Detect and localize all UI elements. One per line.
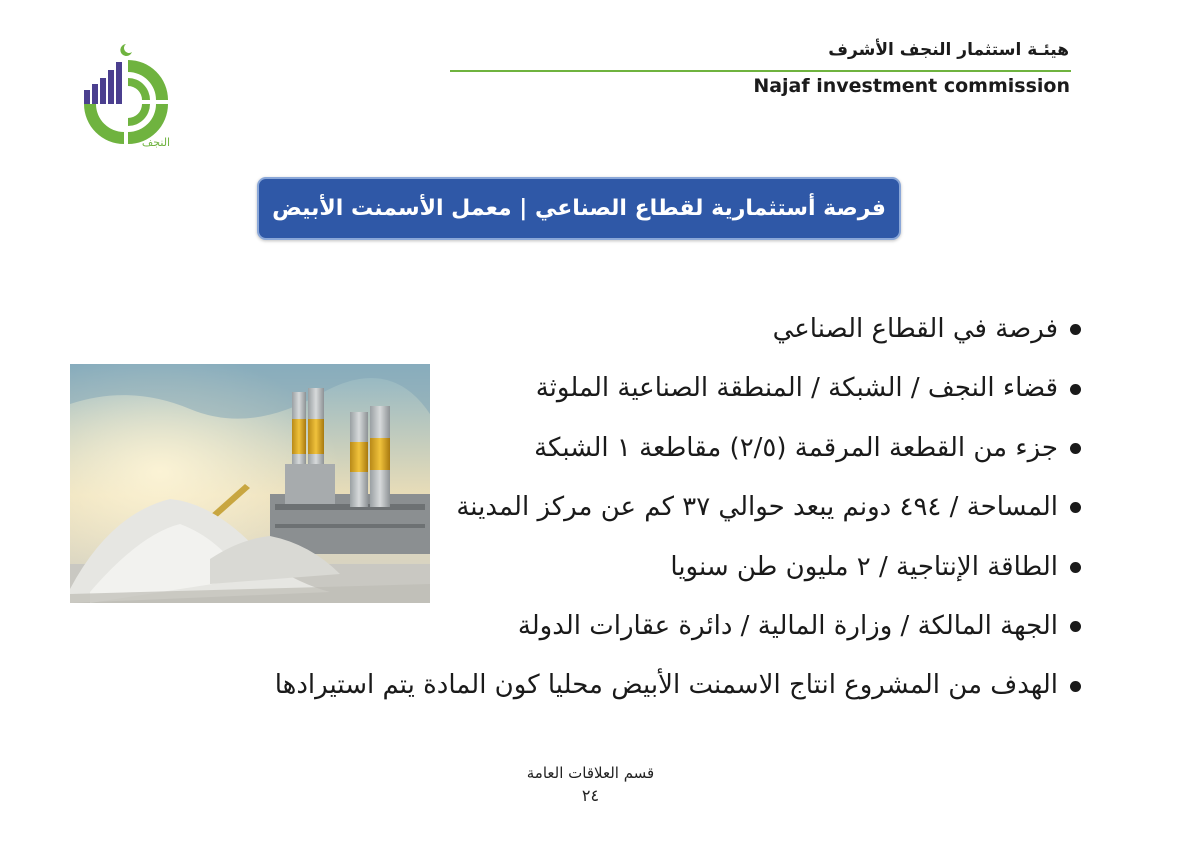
org-name-english: Najaf investment commission — [753, 75, 1070, 97]
bullet-text: المساحة / ٤٩٤ دونم يبعد حوالي ٣٧ كم عن مركز المدينة — [456, 492, 1058, 523]
list-item — [275, 656, 1081, 715]
list-item — [275, 597, 1081, 656]
title-banner — [257, 177, 901, 240]
list-item — [275, 300, 1081, 359]
bullet-text: فرصة في القطاع الصناعي — [772, 314, 1058, 344]
page-number: ٢٤ — [581, 786, 600, 805]
bullet-text: قضاء النجف / الشبكة / المنطقة الصناعية الملوثة — [535, 373, 1058, 404]
bullet-icon — [1070, 502, 1081, 513]
slide-title: فرصة أستثمارية لقطاع الصناعي | معمل الأسمنت الأبيض — [272, 196, 886, 221]
bullet-text: الجهة المالكة / وزارة المالية / دائرة عقارات الدولة — [517, 610, 1058, 641]
bullet-text: الهدف من المشروع انتاج الاسمنت الأبيض محليا كون المادة يتم استيرادها — [274, 670, 1058, 701]
commission-logo — [78, 40, 182, 152]
logo-bars — [84, 62, 122, 104]
list-item — [275, 359, 1081, 418]
bullet-text: جزء من القطعة المرقمة (٢/٥) مقاطعة ١ الشبكة — [534, 432, 1058, 463]
footer-department: قسم العلاقات العامة — [526, 764, 655, 782]
opportunity-details-list — [275, 300, 1081, 716]
list-item — [275, 419, 1081, 478]
bullet-icon — [1070, 384, 1081, 395]
bullet-icon — [1070, 681, 1081, 692]
list-item — [275, 538, 1081, 597]
bullet-icon — [1070, 324, 1081, 335]
bullet-text: الطاقة الإنتاجية / ٢ مليون طن سنويا — [670, 551, 1058, 582]
list-item — [275, 478, 1081, 537]
crescent-icon — [120, 44, 132, 56]
bullet-icon — [1070, 562, 1081, 573]
bullet-icon — [1070, 621, 1081, 632]
header-divider — [450, 70, 1071, 72]
bullet-icon — [1070, 443, 1081, 454]
logo-script: النجف — [141, 136, 171, 149]
org-name-arabic: هيئـة استثمار النجف الأشرف — [828, 40, 1069, 60]
